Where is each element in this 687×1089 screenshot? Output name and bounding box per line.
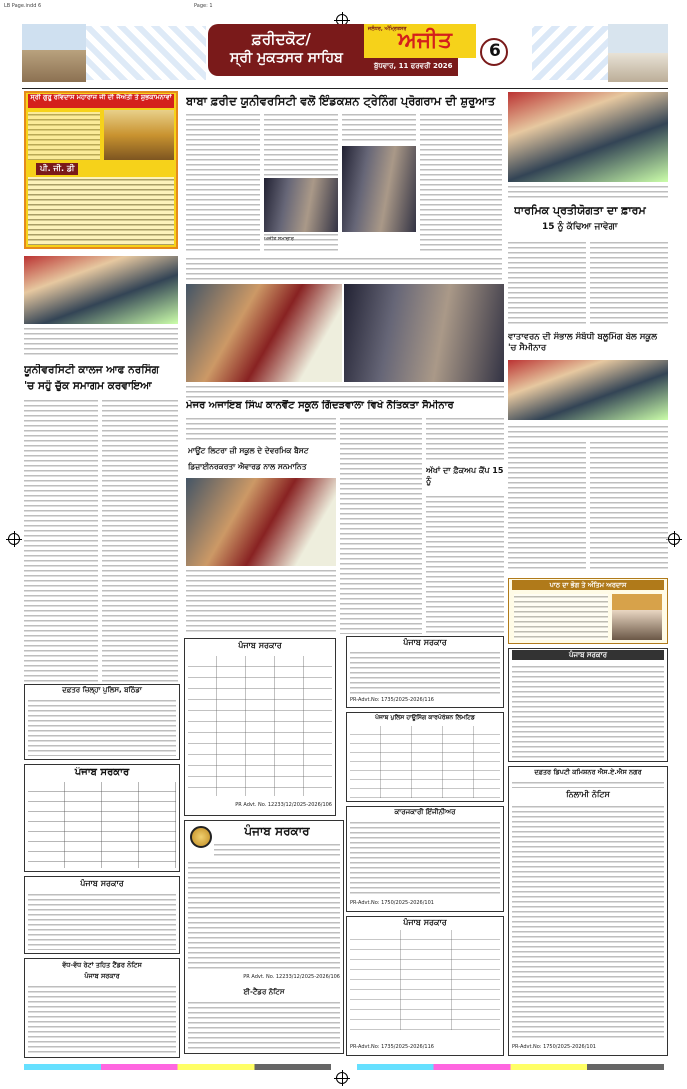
religious-subheadline: 15 ਨੂੰ ਕੱਢਿਆ ਜਾਵੇਗਾ [542,222,618,232]
punjab-sarkar-title-left: ਪੰਜਾਬ ਸਰਕਾਰ [74,767,130,778]
dc-office-address [512,780,664,788]
police-ad-text [28,698,176,756]
executive-engineer-title: ਕਾਰਜਕਾਰੀ ਇੰਜੀਨੀਅਰ [394,808,456,816]
gurdwara-photo-right [608,24,668,82]
school-photo-caption [186,384,504,398]
main-article-footer [186,256,502,280]
etender-body [188,860,340,972]
training-hall-photo [264,178,338,232]
auction-notice-body [512,804,664,1040]
pr-advt-engineer: PR-Advt.No: 1750/2025-2026/101 [350,900,434,906]
print-slug [4,3,684,11]
punjab-sarkar-title-cright-2: ਪੰਜਾਬ ਸਰਕਾਰ [403,918,447,927]
university-caption [24,326,178,356]
etender-notice-body [188,1000,340,1050]
cright-2-table [350,930,500,1030]
ad-text-lower [28,177,174,245]
punjab-sarkar-title-center: ਪੰਜਾਬ ਸਰਕਾਰ [238,641,282,650]
pr-advt-cright: PR-Advt.No: 1735/2025-2026/116 [350,697,434,703]
corporation-title: ਪੰਜਾਬ ਪੁਲਿਸ ਹਾਊਸਿੰਗ ਕਾਰਪੋਰੇਸ਼ਨ ਲਿਮਟਿਡ [375,714,475,721]
memorial-text [514,594,608,640]
registration-mark-icon [8,533,20,545]
memorial-portrait [612,594,662,640]
environment-col1 [508,440,586,572]
main-article-col3 [342,112,416,142]
ad-gurdwara-photo [104,110,174,160]
phulkari-pattern-left [86,26,206,80]
pr-advt-center: PR Advt. No. 12233/12/2025-2026/106 [235,802,332,808]
nursing-col1 [24,398,98,682]
main-photo-caption [264,236,500,252]
eye-camp-lead [426,416,504,462]
police-office-title: ਦਫ਼ਤਰ ਜ਼ਿਲ੍ਹਾ ਪੁਲਿਸ, ਬਠਿੰਡਾ [62,686,142,694]
govt-office-title: ਪੰਜਾਬ ਸਰਕਾਰ [512,650,664,660]
main-photo-byline: ਅਜੀਤ ਸਮਾਚਾਰ [264,236,294,242]
environment-caption [508,424,668,438]
registration-mark-icon [336,1072,348,1084]
seminar-photo [342,146,416,232]
tender-table-left [28,782,176,868]
nursing-col2 [102,398,178,682]
main-article-col4 [420,112,502,252]
executive-engineer-text [350,820,500,896]
tender-notice-text [28,984,176,1054]
main-article-col1 [186,112,260,252]
color-calibration-bar [24,1064,664,1070]
pr-advt-cright-2: PR-Advt.No: 1735/2025-2026/116 [350,1044,434,1050]
dc-office-title: ਦਫ਼ਤਰ ਡਿਪਟੀ ਕਮਿਸ਼ਨਰ ਐਸ.ਏ.ਐਸ ਨਗਰ [534,768,642,776]
religious-col1 [508,240,586,326]
center-ad-table [188,656,332,796]
slug-left: LB Page.indd 6 [4,3,42,9]
ad-title: ਸ੍ਰੀ ਗੁਰੂ ਰਵਿਦਾਸ ਮਹਾਰਾਜ ਜੀ ਦੀ ਜੈਅੰਤੀ ਤੇ ਸ਼ੁਭਕਾਮਨਾਵਾਂ [28,94,174,108]
school-col2 [340,416,422,634]
award-headline-1: ਮਾਊਂਟ ਲਿਟਰਾ ਜ਼ੀ ਸਕੂਲ ਦੇ ਦੇਵਰਮਿਕ ਬੈਸਟ [188,446,309,455]
edition-name-line2: ਸ੍ਰੀ ਮੁਕਤਸਰ ਸਾਹਿਬ [230,50,343,66]
award-presentation-photo [186,478,336,566]
punjab-ad-left-2-text [28,892,176,950]
paper-name: ਅਜੀਤ [398,28,452,53]
environment-headline: ਵਾਤਾਵਰਨ ਦੀ ਸੰਭਾਲ ਸੰਬੰਧੀ ਬਲੂਮਿੰਗ ਬੇਲ ਸਕੂਲ 'ਚ ਸੈਮੀਨਾਰ [508,332,657,353]
school-group-photo-1 [186,284,342,382]
etender-notice-title: ਈ-ਟੈਂਡਰ ਨੋਟਿਸ [243,988,285,996]
edition-name-line1: ਫ਼ਰੀਦਕੋਟ/ [252,30,311,48]
ad-badge: ਪੀ. ਜੀ. ਡੀ [36,163,78,175]
nursing-headline-1: ਯੂਨੀਵਰਸਿਟੀ ਕਾਲਜ ਆਫ ਨਰਸਿੰਗ [24,364,159,376]
environment-photo [508,360,668,420]
religious-col2 [590,240,668,326]
registration-mark-icon [668,533,680,545]
auction-notice-title: ਨਿਲਾਮੀ ਨੋਟਿਸ [566,790,610,799]
phulkari-pattern-right [532,26,608,80]
award-text [186,568,336,634]
cright-ad-text [350,650,500,694]
masthead-rule [22,88,668,89]
religious-headline: ਧਾਰਮਿਕ ਪ੍ਰਤੀਯੋਗਤਾ ਦਾ ਫ਼ਾਰਮ [514,204,646,217]
eye-camp-text [426,494,504,634]
punjab-sarkar-etender-title: ਪੰਜਾਬ ਸਰਕਾਰ [244,824,310,838]
page-number: 6 [489,41,501,61]
tender-notice-title: ਵੱਧ-ਵੱਧ ਰੇਟਾਂ ਤਹਿਤ ਟੈਂਡਰ ਨੋਟਿਸ [62,961,142,969]
pr-advt-etender: PR Advt. No. 12233/12/2025-2026/106 [243,974,340,980]
slug-right: Page: 1 [194,3,213,9]
university-event-photo [24,256,178,324]
school-col1 [186,416,336,442]
etender-address [214,842,340,856]
tender-sarkar-title: ਪੰਜਾਬ ਸਰਕਾਰ [84,972,120,980]
punjab-sarkar-title-cright: ਪੰਜਾਬ ਸਰਕਾਰ [403,638,447,647]
environment-col2 [590,440,668,572]
issue-date: ਬੁੱਧਵਾਰ, 11 ਫਰਵਰੀ 2026 [374,62,453,70]
main-headline: ਬਾਬਾ ਫ਼ਰੀਦ ਯੂਨੀਵਰਸਿਟੀ ਵਲੋਂ ਇੰਡਕਸ਼ਨ ਟ੍ਰੇਨਿੰਗ ਪ੍ਰੋਗਰਾਮ ਦੀ ਸ਼ੁਰੂਆਤ [186,94,496,108]
award-ceremony-photo [508,92,668,182]
memorial-title: ਪਾਠ ਦਾ ਭੋਗ ਤੇ ਅੰਤਿਮ ਅਰਦਾਸ [512,580,664,590]
gurdwara-photo-left [22,24,86,82]
nursing-headline-2: 'ਚ ਸਹੁੰ ਚੁੱਕ ਸਮਾਗਮ ਕਰਵਾਇਆ [24,380,152,392]
eye-camp-headline: ਅੱਖਾਂ ਦਾ ਫ਼ੈਕਅਪ ਕੈਂਪ 15 ਨੂੰ [426,466,504,485]
award-caption [508,184,668,200]
corporation-table [350,726,500,798]
paper-name-small: ਜਲੰਧਰ, ਅੰਮ੍ਰਿਤਸਰ [368,26,407,32]
award-headline-2: ਡਿਜ਼ਾਈਨਰਕਰਤਾ ਐਵਾਰਡ ਨਾਲ ਸਨਮਾਨਿਤ [188,462,307,471]
ad-text [28,112,100,160]
punjab-logo-icon [190,826,212,848]
masthead [22,16,668,86]
school-headline: ਮੇਜਰ ਅਜਾਇਬ ਸਿੰਘ ਕਾਨਵੈਂਟ ਸਕੂਲ ਗਿੱਦੜਵਾਲਾ ਵਿਖੇ ਨੈਤਿਕਤਾ ਸੈਮੀਨਾਰ [186,400,454,411]
pr-advt-right: PR-Advt.No: 1750/2025-2026/101 [512,1044,596,1050]
punjab-sarkar-title-left-2: ਪੰਜਾਬ ਸਰਕਾਰ [80,879,124,888]
school-group-photo-2 [344,284,504,382]
govt-office-text [512,664,664,758]
